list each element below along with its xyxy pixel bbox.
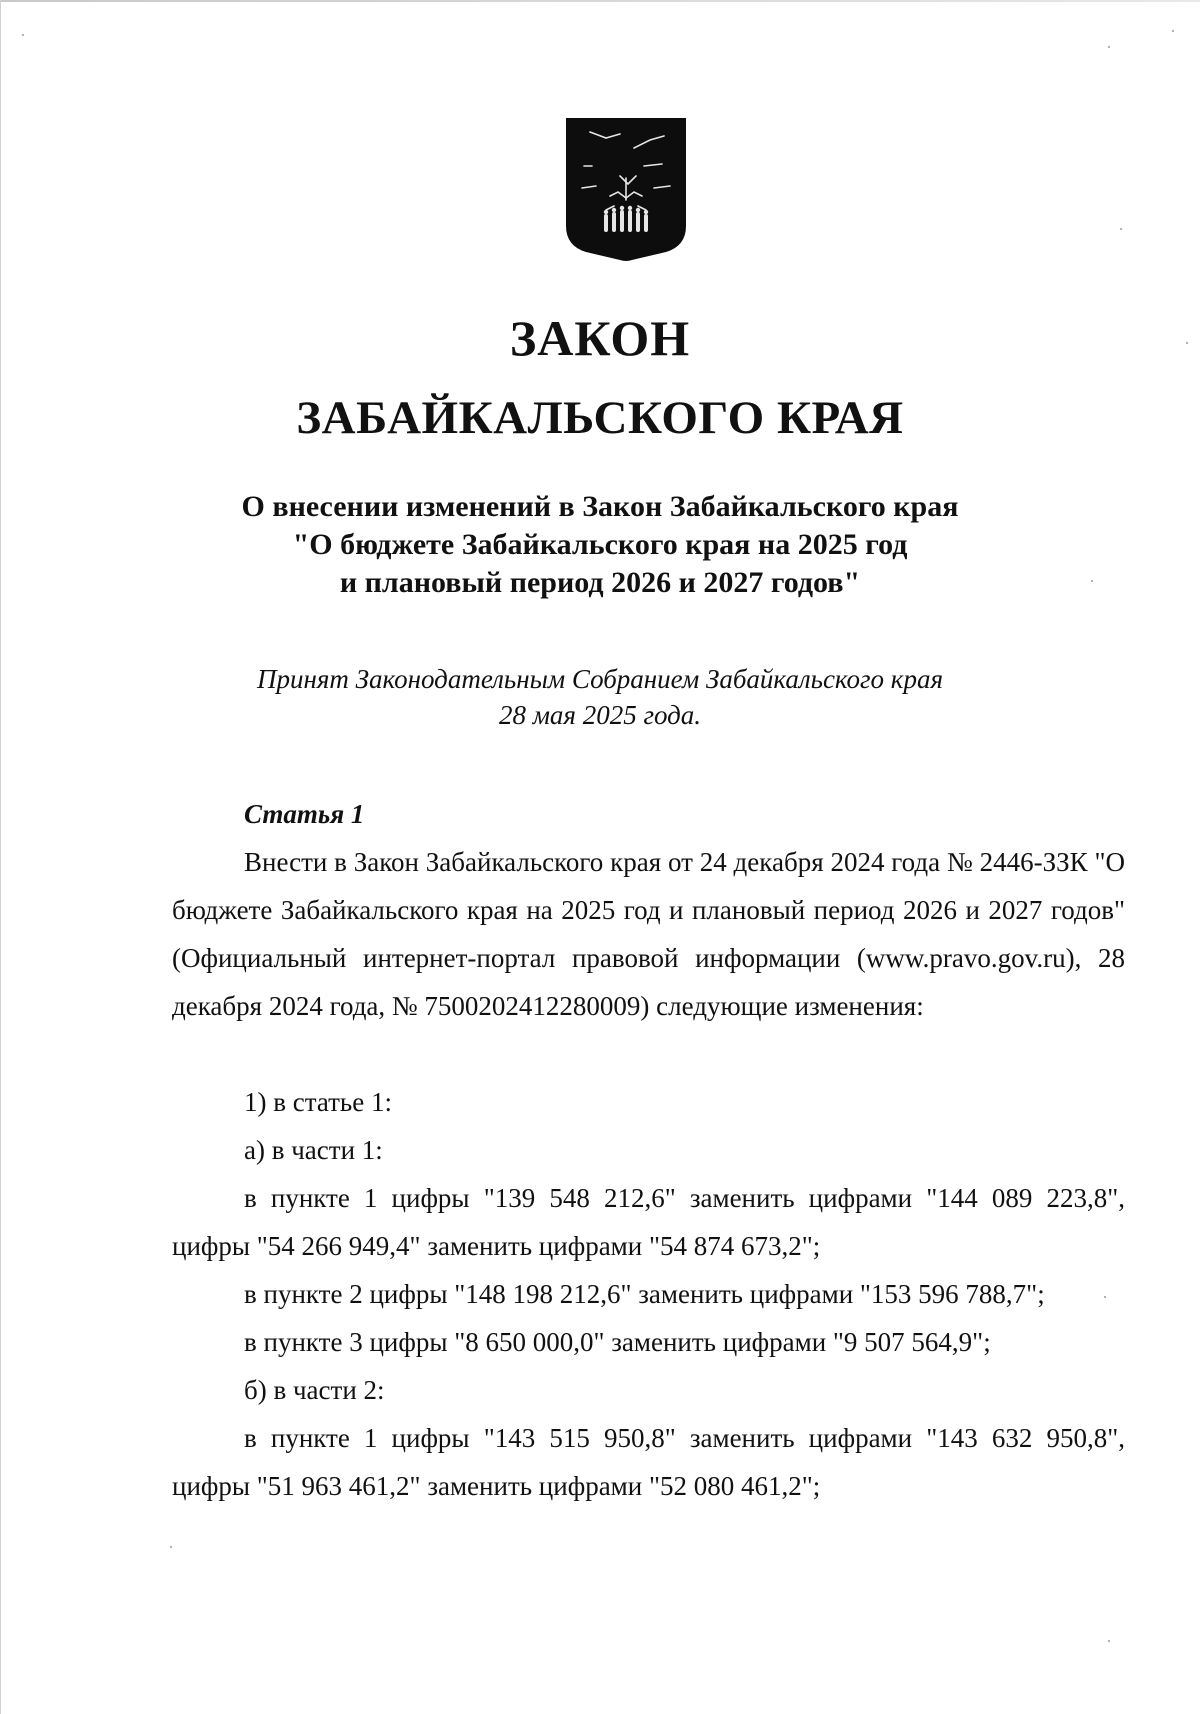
adoption-date: 28 мая 2025 года. — [498, 700, 702, 730]
b-point-1: в пункте 1 цифры "143 515 950,8" заменить цифрами "143 632 950,8", цифры "51 963 461,2" заменить цифрами "52 080 461,2"; — [172, 1423, 1125, 1501]
scan-edge-top — [0, 0, 1200, 2]
item-block — [172, 1270, 1125, 1318]
region-title: ЗАБАЙКАЛЬСКОГО КРАЯ — [296, 392, 904, 444]
law-subtitle — [0, 488, 1200, 602]
subtitle-line: "О бюджете Забайкальского края на 2025 год — [292, 528, 908, 561]
adoption-note — [0, 661, 1200, 733]
item-block — [172, 1318, 1125, 1366]
scan-speck — [1120, 228, 1122, 230]
article-intro-block — [172, 838, 1125, 1030]
adoption-line: Принят Законодательным Собранием Забайкальского края — [256, 664, 943, 694]
item-block — [172, 1078, 1125, 1126]
subtitle-line: О внесении изменений в Закон Забайкальского края — [241, 490, 959, 523]
scan-speck — [170, 1546, 172, 1548]
item-block — [172, 1414, 1125, 1510]
item-block — [172, 1174, 1125, 1270]
article-heading: Статья 1 — [244, 799, 365, 829]
item-block — [172, 1126, 1125, 1174]
item-b: б) в части 2: — [244, 1375, 385, 1405]
a-point-1: в пункте 1 цифры "139 548 212,6" заменить цифрами "144 089 223,8", цифры "54 266 949,4" заменить цифрами "54 874 673,2"; — [172, 1183, 1125, 1261]
a-point-3: в пункте 3 цифры "8 650 000,0" заменить цифрами "9 507 564,9"; — [244, 1327, 991, 1357]
article-intro-paragraph: Внести в Закон Забайкальского края от 24 декабря 2024 года № 2446-ЗЗК "О бюджете Забайкальского края на 2025 год и плановый период 2026 и 2027 годов" (Официальный интернет-портал правовой информации (www.pravo.gov.ru), 28 декабря 2024 года, № 7500202412280009) следующие изменения: — [172, 847, 1125, 1021]
law-title: ЗАКОН — [509, 310, 691, 366]
item-block — [172, 1366, 1125, 1414]
a-point-2: в пункте 2 цифры "148 198 212,6" заменить цифрами "153 596 788,7"; — [244, 1279, 1045, 1309]
subtitle-line: и плановый период 2026 и 2027 годов" — [339, 566, 861, 599]
item-a: а) в части 1: — [244, 1135, 383, 1165]
item-1: 1) в статье 1: — [244, 1087, 392, 1117]
scan-edge-left — [0, 0, 1, 1714]
scan-speck — [1108, 1640, 1110, 1642]
scan-speck — [1108, 46, 1110, 48]
coat-of-arms-icon — [562, 114, 690, 262]
scan-speck — [22, 34, 24, 36]
scan-speck — [1172, 30, 1174, 32]
